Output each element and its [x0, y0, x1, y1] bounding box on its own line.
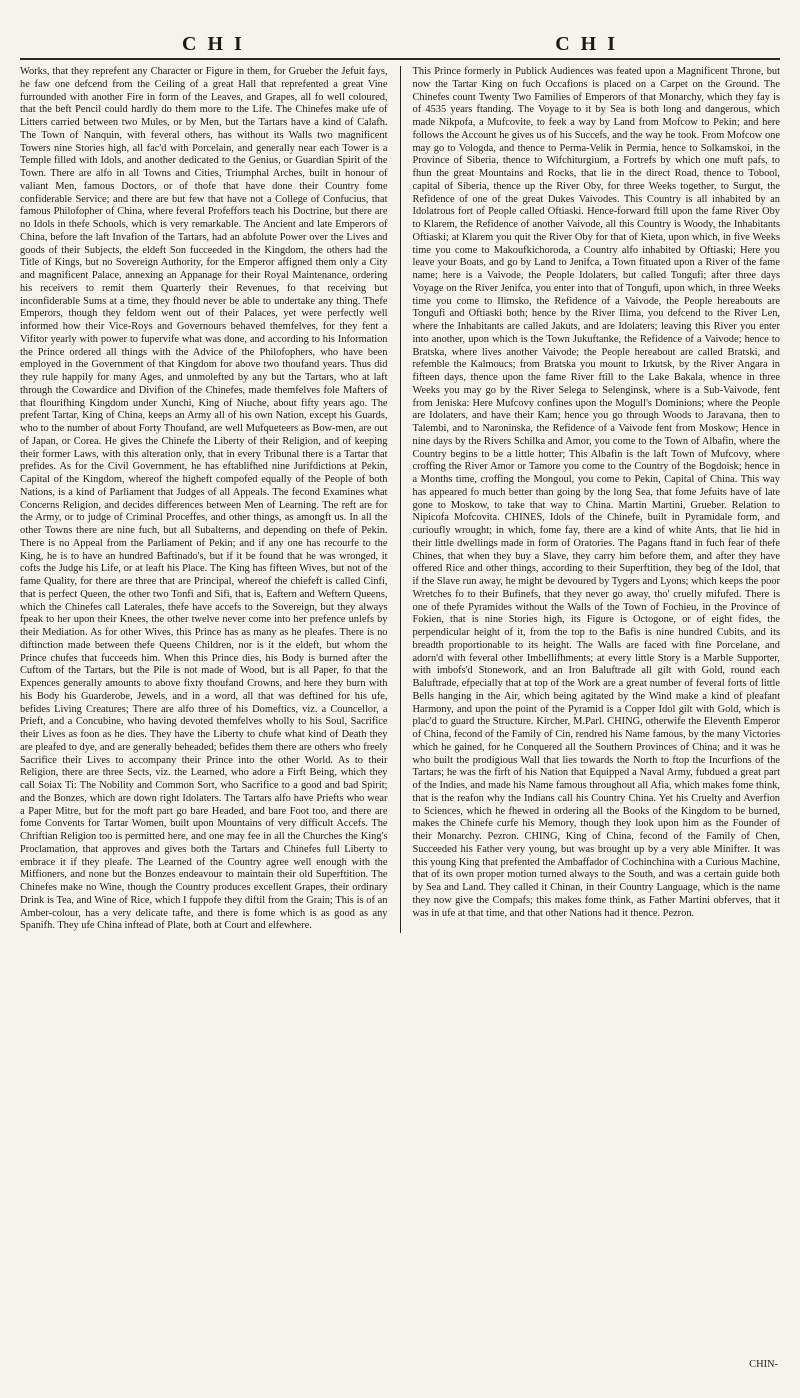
- header-rule: [20, 58, 780, 60]
- header-left: C H I: [182, 33, 245, 55]
- text-columns: [20, 66, 780, 933]
- right-column: [413, 66, 781, 933]
- right-column-text: This Prince formerly in Publick Audiences was feated upon a Magnificent Throne, but now the Tartar King on fuch Occafions is placed on a Carpet on the Ground. The Chinefes count Twenty Two Families of Emperors of that Monarchy, which they fay is of 4535 years ftanding. The Voyage to it by Sea is both long and dangerous, which made Nikpofa, a Mufcovite, to feek a way by Land from Mofcow to Pekin; and here follows the Account he gives us of his Succefs, and the way he took. From Mofcow one may go to Vologda, and thence to Perma-Velik in Permia, hence to Solkamskoi, in the Province of Siberia, thence to Wifchiturgium, a Fortrefs by which one muft pafs, to fhun the great Mountains and Rocks, that lie in the direct Road, thence to Tobool, capital of Siberia, thence up the River Oby, for three Weeks together, to Surgut, the Refidence of one of the great Dukes Vaivodes. This Country is all inhabited by an Idolatrous fort of People called Oftiaski. Hence-forward ftill upon the fame River Oby to Klarem, the Refidence of another Vaivode, all this Country is Woody, the Inhabitants Oftiaski; at Klarem you quit the River Oby for that of Kieta, upon which, in five Weeks time you come to Makoufkichoroda, a Country alfo inhabited by Oftiaski; Here you leave your Boats, and go by Land to Jenifca, a Town fituated upon a River of the fame name; here is a Vaivode, the People Idolaters, but called Tongufi; after three days Voyage on the River Jenifca, you enter into that of Tongufi, upon which, in three Weeks time you come to Ilimsko, the Refidence of a Vaivode, the People hereabouts are Tongufi and Oftiaski both; hence by the River Ilima, you defcend to the River Len, where the Inhabitants are called Jakuts, and are Idolaters; leaving this River you enter into another, upon which is the Town Jukuftanke, the Refidence of a Vaivode; hence to Bratska, where lives another Vaivode; the People hereabout are called Bratski, and refemble the Kalmoucs; from Bratska you mount to Irkutsk, by the River Angara in fifteen days, thence upon the fame River ftill to the Lake Bakala, whence in three Weeks you may go by the River Selega to Selenginsk, where is a Sub-Vaivode, fent from Jeniska: Here Mufcovy confines upon the Mogull's Dominions; where the People are Idolaters, and have their Kam; hence you go through Woods to Jaravana, then to Talembi, and to Naroninska, the Refidence of a Vaivode fent from Moskow; Hence in nine days by the Rivers Schilka and Amor, you come to the Town of Albafin, where the Country begins to be a little hotter; This Albafin is the laft Town of Mufcovy, where croffing the River Amor or Tamore you come to the Country of the Bogdoisk; hence in a Months time, croffing the Mongoul, you come to Pekin, Capital of China. This way has appeared fo much better than going by the long Sea, that fome Jefuits have of late gone to Moskow, to take that way to China. Martin Martini, Grueber. Relation to Nipicofa Mofcovita. CHINES, Idols of the Chinefe, built in Pyramidale form, and curioufly wrought; in which, fome fay, there are a kind of white Ants, that lie hid in their little dwellings made in form of Oratories. The Pagans ftand in fuch fear of thefe Chines, that when they buy a Slave, they carry him before them, and after they have offered Rice and other things, according to their Superftition, they beg of the Idol, that if the Slave run away, he might be devoured by Tygers and Lyons; which keeps the poor Wretches fo to their Bufinefs, that they never go away, tho' cruelly mifufed. There is one of thefe Pyramides without the Walls of the Town of Fochieu, in the Province of Fokien, that is nine Stories high, its Figure is Octogone, or of eight fides, the perpendicular height of it, from the top to the Bafis is nine hundred Cubits, and its breadth proportionable to its height. The Walls are faced with fine Porcelane, and adorn'd with feveral other Imbellifhments; at every little Story is a Marble Supporter, with imbofs'd Stonework, and an Iron Baluftrade all gilt with Gold, round each Baluftrade, efpecially that at top of the Work are a great number of feveral forts of little Bells hanging in the Air, which being agitated by the Wind make a kind of pleafant Harmony, and upon the point of the Pyramid is a Copper Idol gilt with Gold, which is plac'd to guard the Structure. Kircher, M.Parl. CHING, otherwife the Eleventh Emperor of China, fecond of the Family of Cin, rendred his Name famous, by the many Victories which he gained, for he Conquered all the Southern Provinces of China; and it was he who built the prodigious Wall that lies towards the North to ftop the Incurfions of the Tartars; he was the firft of his Nation that Equipped a Naval Army, fubdued a great part of the Indies, and made his Name famous throughout all Afia, which makes fome think, that is the reafon why the Indians call his Country China. Yet his Cruelty and Averfion to Sciences, which he fhewed in ordering all the Books of the Kingdom to be burned, makes the Chinefe curfe his Memory, though they look upon him as the Founder of their Monarchy. Pezron. CHING, King of China, fecond of the Family of Chen, Succeeded his Father very young, but was brought up by a very able Minifter. It was this young King that prefented the Ambaffador of Cochinchina with a Curious Machine, that of its own proper motion turned always to the South, and was a certain guide both by Sea and Land. They called it Chinan, in their Country Language, which is the name they now give the Compafs; this makes fome think, as Father Martini obferves, that it was in ufe at that time, and that other Nations had it thence. Pezron.: [412, 66, 780, 919]
- header-right: C H I: [555, 33, 618, 55]
- running-header: [20, 14, 780, 56]
- catchword: CHIN-: [749, 1359, 778, 1370]
- left-column-text: Works, that they reprefent any Character or Figure in them, for Grueber the Jefuit fays, he faw one defcend from the Ceiling of a great Hall that reprefented a great Vine furrounded with another Fire in form of the Leaves, and Grapes, all fo well coloured, that the beft Pencil could hardly do them more to the Life. The Chinefes make ufe of Litters carried between two Mules, or by Men, but the Tartars have a kind of Calafh. The Town of Nanquin, with feveral others, has without its Walls two magnificent Towers nine Stories high, all fac'd with Porcelain, and generally near each Tower is a Temple filled with Idols, and another dedicated to the Genius, or Guardian Spirit of the Town. There are alfo in all Towns and Cities, Triumphal Arches, built in honour of valiant Men, famous Doctors, or of thofe that have done their Country fome confiderable Service; and there are but few that have not a College of Confucius, that famous Philofopher of China, where feveral Profeffors teach his Doctrine, but there are no Idols in thefe Schools, which is very remarkable. The Ancient and late Emperors of China, before the laft Invafion of the Tartars, had an abfolute Power over the Lives and goods of their Subjects, the eldeft Son fucceeded in the Kingdom, the others had the Title of Kings, but no Sovereign Authority, for the Emperor affigned them only a City and magnificent Palace, annexing an Appanage for their Royal Maintenance, ordering his receivers to remit them Quarterly their Revenues, fo that receiving but inconfiderable Sums at a time, they fhould never be able to undertake any thing. Thefe Emperors, though they feldom went out of their Palaces, yet were perfectly well informed how their Vice-Roys and Governours behaved themfelves, for they fent a Vifitor yearly with power to fupervife what was done, and according to his Information the Prince ordered all things with the Advice of the Philofophers, who have been employed in the Government of that Kingdom for above two thoufand years. Thus did they rule happily for many Ages, and unmolefted by any but the Tartars, who at laft through the Cowardice and Divifion of the Chinefes, made themfelves fole Mafters of that flourifhing Kingdom under Xunchi, King of Niuche, about fifty years ago. The prefent Tartar, King of China, keeps an Army all of his own Nation, except his Guards, who to the number of about Forty Thoufand, are well Mufqueteers as Bow-men, are out of Japan, or Corea. He gives the Chinefe the Liberty of their Religion, and of keeping their former Laws, with this alteration only, that in every Tribunal there is a Tartar that prefides. As for the Civil Government, he has eftablifhed nine Jurifdictions at Pekin, Capital of the Kingdom, whereof the higheft compofed equally of the People of both Nations, is a kind of Parliament that Judges of all Appeals. The fecond Examines what Concerns Religion, and decides differences between Men of Learning. The reft are for the Army, or to judge of Criminal Proceffes, and other things, as amongft us. In all the other Towns there are nine fuch, but all Subalterns, and depending on thefe of Pekin. There is no Appeal from the Parliament of Pekin; and if any one has recourfe to the King, he is to have an hundred Baftinado's, but if it be found that he was wronged, it cofts the Judge his Life, or at leaft his Place. The King has fifteen Wives, but not of the fame Quality, for there are three that are Principal, whereof the chiefeft is called Cinfi, that is perfect Queen, the other two Tonfi and Sifi, that is, Eaftern and Weftern Queens, which the Chinefes call Laterales, thefe have accefs to the Sovereign, but they always fpeak to her upon their Knees, the other twelve never come into her prefence unlefs by their Mediation. As for other Wives, this Prince has as many as he pleafes. There is no diftinction made between thefe Queens Children, nor is it the eldeft, but whom the Prince chufes that fucceeds him. When this Prince dies, his Body is burned after the Cuftom of the Tartars, but the Pile is not made of Wood, but is all Paper, fo that the Expences generally amounts to above fixty thoufand Crowns, and here they burn with his Body his Guarderobe, Jewels, and in a word, all that was deftined for his ufe, befides Living Creatures; There are alfo three of his Domeftics, viz. a Councellor, a Prieft, and a Concubine, who having devoted themfelves wholly to his Soul, Sacrifice their Lives as foon as he dies. They have the Liberty to chufe what kind of Death they are pleafed to dye, and are generally beheaded; befides them there are others who freely Sacrifice their Lives to accompany their Prince into the other World. As to their Religion, there are three Sects, viz. the Learned, who adore a Firft Being, which they call Soiax Ti: The Nobility and Common Sort, who Sacrifice to a good and bad Spirit; and the Bonzes, which are down right Idolaters. The Tartars alfo have Priefts who wear a Paper Mitre, but for the moft part go bare Headed, and bare Foot too, and there are fome Convents for Tartar Women, built upon Mountains of very difficult Accefs. The Chriftian Religion too is permitted here, and one may fee in all the Churches the King's Proclamation, that approves and gives both the Tartars and Chinefes full Liberty to embrace it if they pleafe. The Learned of the Country agree well enough with the Miffioners, and none but the Bonzes endeavour to maintain their old Superftition. The Chinefes make no Wine, though the Country produces excellent Grapes, their ordinary Drink is Tea, and Wine of Rice, which I fuppofe they diftil from the Grain; This is of an Amber-colour, has a very delicate tafte, and there is fome which is as good as any Spanifh. They ufe China inftead of Plate, both at Court and elfewhere.: [20, 66, 388, 932]
- column-divider: [400, 66, 401, 933]
- left-column: [20, 66, 388, 933]
